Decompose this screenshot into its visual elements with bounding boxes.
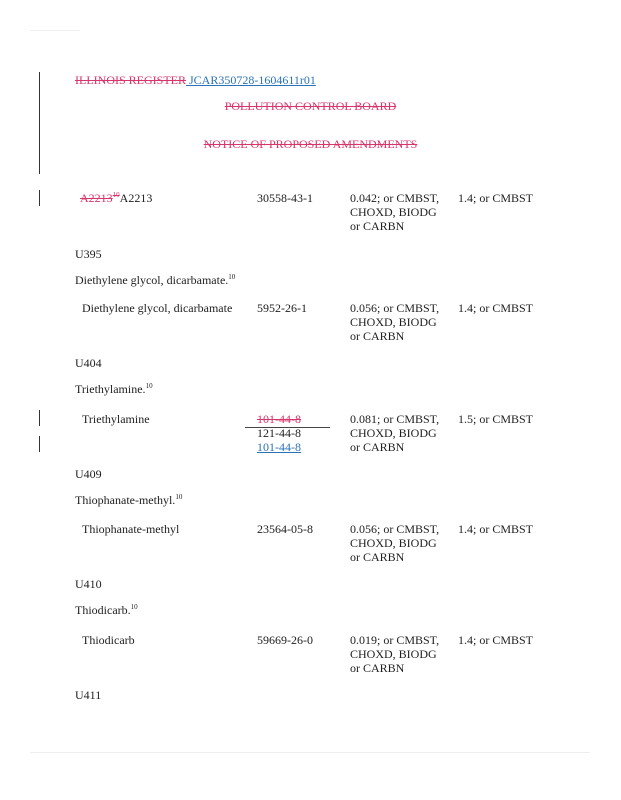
change-bar-u404-2 (39, 436, 40, 452)
waste-code-u409: U409 (75, 467, 102, 481)
waste-desc-u404: Triethylamine.$^{10}$ (75, 382, 153, 396)
table-row-a2213-cas: 30558-43-1 (257, 191, 313, 205)
board-title: POLLUTION CONTROL BOARD (224, 99, 397, 113)
table-row-u410-cas: 59669-26-0 (257, 633, 313, 647)
table-row-u395-cas: 5952-26-1 (257, 301, 307, 315)
table-row-u409-nww: 1.4; or CMBST (458, 522, 534, 536)
table-row-u410-ww: 0.019; or CMBST, CHOXD, BIODG or CARBN (350, 633, 440, 675)
waste-code-u411: U411 (75, 688, 102, 702)
table-row-u409-ww: 0.056; or CMBST, CHOXD, BIODG or CARBN (350, 522, 440, 564)
table-row-a2213-ww: 0.042; or CMBST, CHOXD, BIODG or CARBN (350, 191, 440, 233)
deleted-register-title: ILLINOIS REGISTER (75, 73, 186, 87)
scan-line-bottom (30, 752, 590, 753)
waste-code-u410: U410 (75, 577, 102, 591)
table-row-u404-nww: 1.5; or CMBST (458, 412, 534, 426)
change-bar-a2213 (39, 190, 40, 206)
table-row-u409-name: Thiophanate-methyl (82, 522, 180, 536)
notice-title: NOTICE OF PROPOSED AMENDMENTS (203, 137, 418, 151)
scan-line-top (30, 30, 80, 31)
waste-code-u404: U404 (75, 356, 102, 370)
change-bar-u404-1 (39, 410, 40, 426)
inserted-jcar-id: JCAR350728-1604611r01 (186, 73, 316, 87)
table-row-a2213-name: A2213$^{10}$A2213 (80, 191, 153, 205)
change-bar-header (39, 72, 40, 174)
table-row-u409-cas: 23564-05-8 (257, 522, 313, 536)
table-row-u395-nww: 1.4; or CMBST (458, 301, 534, 315)
waste-code-u395: U395 (75, 247, 102, 261)
waste-desc-u395: Diethylene glycol, dicarbamate.$^{10}$ (75, 273, 236, 287)
table-row-u395-name: Diethylene glycol, dicarbamate (82, 301, 233, 315)
table-row-a2213-nww: 1.4; or CMBST (458, 191, 534, 205)
table-row-u404-cas-inserted: 101-44-8 (257, 440, 301, 454)
table-row-u404-name: Triethylamine (82, 412, 150, 426)
table-row-u410-nww: 1.4; or CMBST (458, 633, 534, 647)
table-row-u404-cas-old: 121-44-8 (257, 426, 301, 440)
table-row-u404-ww: 0.081; or CMBST, CHOXD, BIODG or CARBN (350, 412, 440, 454)
waste-desc-u409: Thiophanate-methyl.$^{10}$ (75, 493, 183, 507)
register-header (75, 73, 316, 87)
table-row-u395-ww: 0.056; or CMBST, CHOXD, BIODG or CARBN (350, 301, 440, 343)
waste-desc-u410: Thiodicarb.$^{10}$ (75, 603, 138, 617)
table-row-u404-cas-deleted: 101-44-8 (257, 412, 301, 426)
table-row-u410-name: Thiodicarb (82, 633, 135, 647)
